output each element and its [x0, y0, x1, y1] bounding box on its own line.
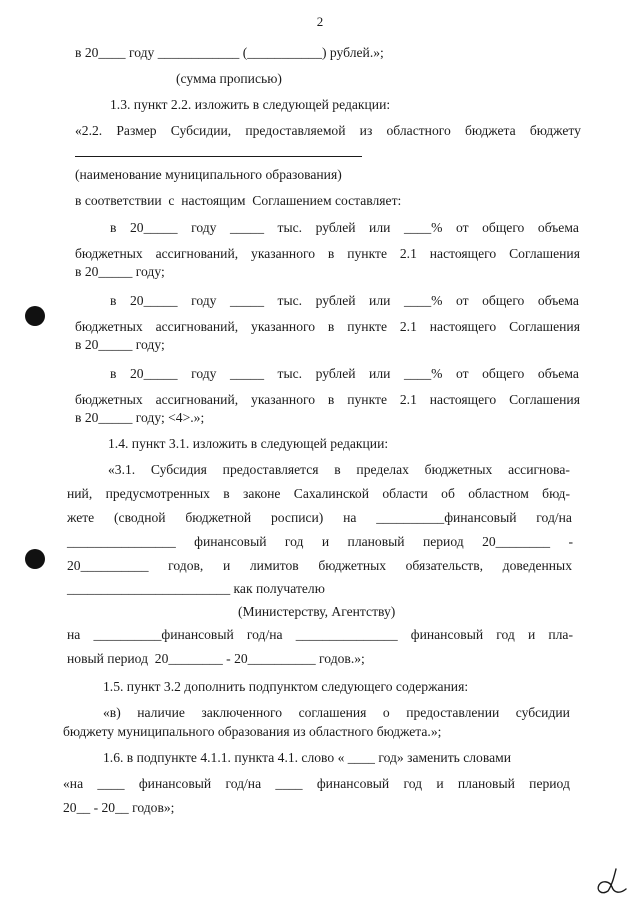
word: год/на — [225, 776, 262, 791]
word: на — [67, 627, 81, 642]
clause-heading: 1.3. пункт 2.2. изложить в следующей редакции: — [110, 97, 391, 112]
word: в — [327, 319, 335, 334]
clause-heading: 1.4. пункт 3.1. изложить в следующей редакции: — [108, 436, 389, 451]
word: общего — [482, 293, 525, 308]
word: _____ — [230, 220, 264, 235]
word: - — [568, 534, 573, 549]
word: пределах — [356, 462, 409, 477]
word: __________финансовый — [376, 510, 517, 525]
word: бюджетных — [75, 392, 143, 407]
word: настоящего — [429, 246, 497, 261]
word: пла- — [548, 627, 573, 642]
word: ____% — [403, 220, 443, 235]
text-line: в 20____ году ____________ (___________) рублей.»; — [75, 45, 384, 60]
word: от — [456, 293, 469, 308]
word: год/на — [536, 510, 572, 525]
text-line: 20__ - 20__ годов»; — [63, 800, 175, 815]
word: году — [191, 293, 217, 308]
word: субсидии — [515, 705, 570, 720]
word: _____ — [230, 293, 264, 308]
word: областном — [468, 486, 529, 501]
word: тыс. — [277, 293, 303, 308]
word: законе — [243, 486, 281, 501]
text-line: бюджету муниципального образования из областного бюджета.»; — [63, 724, 442, 739]
word: тыс. — [277, 220, 303, 235]
page-number: 2 — [316, 14, 324, 29]
word: бюджету — [529, 123, 581, 138]
word: _______________ — [295, 627, 398, 642]
word: указанного — [251, 319, 316, 334]
word: в — [223, 486, 230, 501]
word: предоставляется — [222, 462, 319, 477]
word: общего — [482, 220, 525, 235]
word: 20_____ — [129, 220, 178, 235]
word: 20_____ — [129, 366, 178, 381]
word: бюджетной — [185, 510, 252, 525]
word: ассигнований, — [155, 246, 239, 261]
word: 20__________ — [67, 558, 149, 573]
word: ____ — [97, 776, 125, 791]
word: указанного — [251, 392, 316, 407]
text-line — [67, 626, 573, 644]
word: год/на — [246, 627, 283, 642]
word: рублей — [315, 366, 356, 381]
word: предусмотренных — [105, 486, 210, 501]
word: рублей — [315, 220, 356, 235]
word: в — [110, 220, 117, 235]
word: или — [369, 293, 391, 308]
word: бюджетных — [424, 462, 493, 477]
word: Соглашения — [509, 319, 580, 334]
word: году — [191, 366, 217, 381]
word: на — [343, 510, 357, 525]
text-line — [75, 245, 580, 263]
word: финансовый — [138, 776, 212, 791]
word: годов, — [168, 558, 204, 573]
text-line — [75, 122, 581, 140]
word: «в) — [103, 705, 121, 720]
word: в — [327, 392, 335, 407]
text-line: в 20_____ году; — [75, 264, 165, 279]
clause-heading: 1.5. пункт 3.2 дополнить подпунктом следующего содержания: — [103, 679, 469, 694]
word: области — [382, 486, 428, 501]
word: ________________ — [67, 534, 176, 549]
word: предоставлении — [406, 705, 500, 720]
word: лимитов — [249, 558, 299, 573]
word: ассигнований, — [155, 392, 239, 407]
word: пункте — [347, 246, 387, 261]
word: из — [359, 123, 373, 138]
word: объема — [537, 366, 579, 381]
word: жете — [67, 510, 95, 525]
word: 2.1 — [399, 246, 417, 261]
word: росписи) — [270, 510, 324, 525]
word: рублей — [315, 293, 356, 308]
blank-line — [75, 156, 362, 157]
text-line — [75, 391, 580, 409]
text-line — [103, 704, 570, 722]
word: 2.1 — [399, 319, 417, 334]
text-line — [67, 533, 573, 551]
word: бюджетных — [75, 319, 143, 334]
word: и — [222, 558, 231, 573]
word: финансовый — [316, 776, 390, 791]
word: обязательств, — [405, 558, 484, 573]
text-line: в соответствии с настоящим Соглашением составляет: — [75, 193, 402, 208]
word: бюджета — [464, 123, 516, 138]
word: настоящего — [429, 392, 497, 407]
word: и — [321, 534, 330, 549]
punch-hole-mark — [25, 306, 45, 326]
text-line — [67, 509, 572, 527]
word: от — [456, 366, 469, 381]
word: финансовый — [410, 627, 484, 642]
word: году — [191, 220, 217, 235]
word: «на — [63, 776, 84, 791]
word: (сводной — [114, 510, 166, 525]
text-line: в 20_____ году; <4>.»; — [75, 410, 205, 425]
word: или — [369, 220, 391, 235]
handwritten-initial-mark — [592, 863, 630, 897]
word: 2.1 — [399, 392, 417, 407]
word: настоящего — [429, 319, 497, 334]
text-line — [110, 365, 579, 383]
word: заключенного — [201, 705, 283, 720]
text-line — [110, 219, 579, 237]
word: период — [422, 534, 464, 549]
caption-municipality-name: (наименование муниципального образования) — [75, 167, 342, 182]
word: ____% — [403, 366, 443, 381]
word: финансовый — [194, 534, 267, 549]
word: Субсидия — [150, 462, 207, 477]
word: «2.2. — [75, 123, 103, 138]
word: _____ — [230, 366, 264, 381]
word: ний, — [67, 486, 93, 501]
caption-ministry-agency: (Министерству, Агентству) — [238, 604, 396, 619]
word: в — [110, 293, 117, 308]
text-line — [67, 485, 570, 503]
word: общего — [482, 366, 525, 381]
word: наличие — [137, 705, 185, 720]
word: или — [369, 366, 391, 381]
word: Сахалинской — [293, 486, 370, 501]
word: объема — [537, 220, 579, 235]
word: плановый — [457, 776, 515, 791]
caption-amount-in-words: (сумма прописью) — [176, 71, 282, 86]
word: о — [382, 705, 390, 720]
word: Соглашения — [509, 392, 580, 407]
word: Соглашения — [509, 246, 580, 261]
word: и — [527, 627, 536, 642]
text-line — [75, 318, 580, 336]
word: Размер — [116, 123, 157, 138]
word: в — [110, 366, 117, 381]
text-line — [67, 557, 572, 575]
word: пункте — [347, 319, 387, 334]
word: ассигнова- — [508, 462, 570, 477]
word: плановый — [347, 534, 405, 549]
word: бюд- — [542, 486, 570, 501]
word: год — [496, 627, 515, 642]
text-line — [63, 775, 570, 793]
word: и — [436, 776, 444, 791]
word: __________финансовый — [93, 627, 234, 642]
word: ____ — [275, 776, 303, 791]
word: Субсидии, — [170, 123, 232, 138]
word: областного — [386, 123, 451, 138]
word: год — [284, 534, 304, 549]
word: соглашения — [298, 705, 367, 720]
word: бюджетных — [318, 558, 387, 573]
text-line: в 20_____ году; — [75, 337, 165, 352]
word: пункте — [347, 392, 387, 407]
punch-hole-mark — [25, 549, 45, 569]
text-line: ________________________ как получателю — [67, 581, 325, 596]
text-line — [110, 292, 579, 310]
word: 20_____ — [129, 293, 178, 308]
word: в — [327, 246, 335, 261]
word: доведенных — [502, 558, 572, 573]
word: указанного — [251, 246, 316, 261]
word: в — [334, 462, 341, 477]
word: ____% — [403, 293, 443, 308]
word: тыс. — [277, 366, 303, 381]
word: период — [529, 776, 570, 791]
word: бюджетных — [75, 246, 143, 261]
word: объема — [537, 293, 579, 308]
word: «3.1. — [108, 462, 136, 477]
text-line — [108, 461, 570, 479]
word: от — [456, 220, 469, 235]
word: предоставляемой — [245, 123, 346, 138]
word: год — [403, 776, 423, 791]
clause-heading: 1.6. в подпункте 4.1.1. пункта 4.1. слово « ____ год» заменить словами — [103, 750, 511, 765]
word: 20________ — [482, 534, 551, 549]
word: об — [441, 486, 455, 501]
word: ассигнований, — [155, 319, 239, 334]
text-line: новый период 20________ - 20__________ годов.»; — [67, 651, 365, 666]
